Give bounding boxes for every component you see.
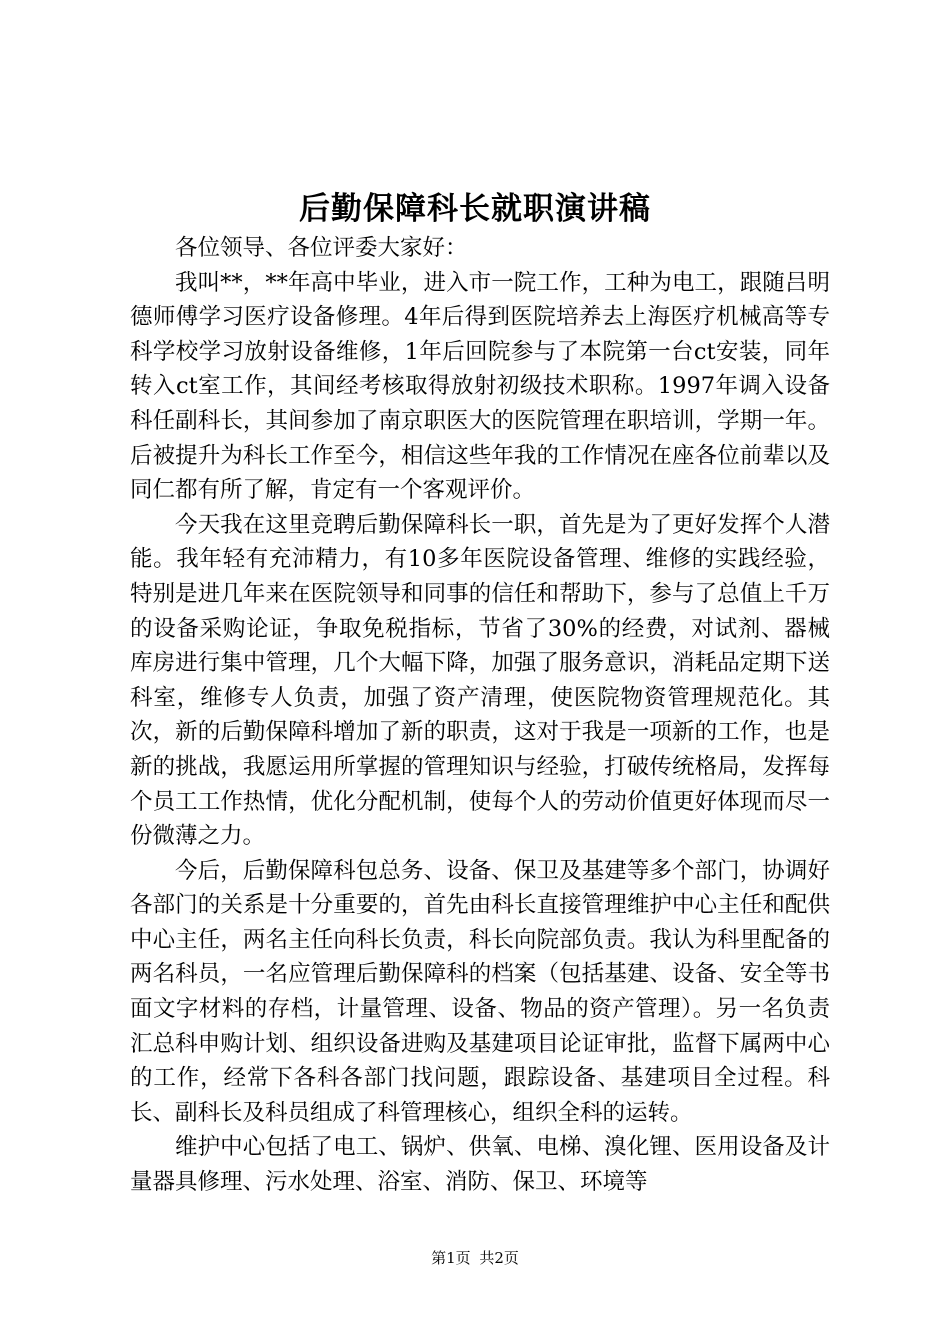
page-total: 共2页 xyxy=(479,1249,519,1267)
page-footer xyxy=(0,1248,950,1268)
document-title: 后勤保障科长就职演讲稿 xyxy=(299,191,651,227)
page-number: 第1页 xyxy=(431,1249,471,1267)
paragraph-plan: 今后，后勤保障科包总务、设备、保卫及基建等多个部门，协调好各部门的关系是十分重要的，首先由科长直接管理维护中心主任和配供中心主任，两名主任向科长负责，科长向院部负责。我认为科里配备的两名科员，一名应管理后勤保障科的档案（包括基建、设备、安全等书面文字材料的存档，计量管理、设备、物品的资产管理）。另一名负责汇总科申购计划、组织设备进购及基建项目论证审批，监督下属两中心的工作，经常下各科各部门找问题，跟踪设备、基建项目全过程。科长、副科长及科员组成了科管理核心，组织全科的运转。 xyxy=(130,857,830,1126)
paragraph-greeting: 各位领导、各位评委大家好： xyxy=(175,235,468,261)
paragraph-background: 我叫**，**年高中毕业，进入市一院工作，工种为电工，跟随吕明德师傅学习医疗设备修理。4年后得到医院培养去上海医疗机械高等专科学校学习放射设备维修，1年后回院参与了本院第一台ct安装，同年转入ct室工作，其间经考核取得放射初级技术职称。1997年调入设备科任副科长，其间参加了南京职医大的医院管理在职培训，学期一年。后被提升为科长工作至今，相信这些年我的工作情况在座各位前辈以及同仁都有所了解，肯定有一个客观评价。 xyxy=(130,269,830,504)
paragraph-motivation: 今天我在这里竞聘后勤保障科长一职，首先是为了更好发挥个人潜能。我年轻有充沛精力，有10多年医院设备管理、维修的实践经验，特别是进几年来在医院领导和同事的信任和帮助下，参与了总值上千万的设备采购论证，争取免税指标，节省了30%的经费，对试剂、器械库房进行集中管理，几个大幅下降，加强了服务意识，消耗品定期下送科室，维修专人负责，加强了资产清理，使医院物资管理规范化。其次，新的后勤保障科增加了新的职责，这对于我是一项新的工作，也是新的挑战，我愿运用所掌握的管理知识与经验，打破传统格局，发挥每个员工工作热情，优化分配机制，使每个人的劳动价值更好体现而尽一份微薄之力。 xyxy=(130,511,830,850)
document-body xyxy=(130,231,830,1200)
paragraph-maintenance-center: 维护中心包括了电工、锅炉、供氧、电梯、溴化锂、医用设备及计量器具修理、污水处理、浴室、消防、保卫、环境等 xyxy=(130,1134,830,1196)
